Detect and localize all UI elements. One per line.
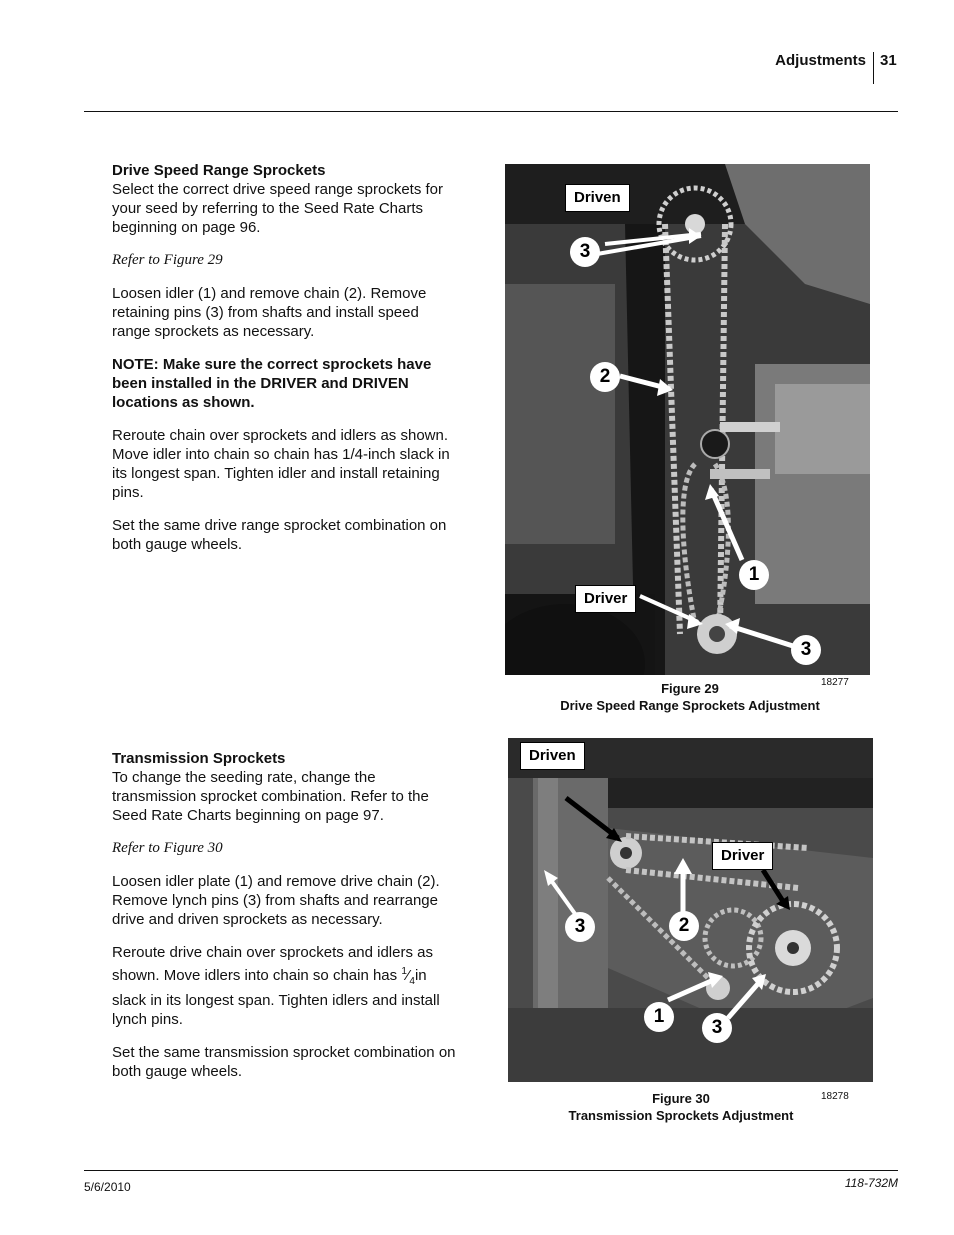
callout-2-chain: 2 <box>590 362 620 392</box>
callout-3-pins: 3 <box>570 237 600 267</box>
paragraph-with-fraction: Reroute drive chain over sprockets and idlers as shown. Move idlers into chain so chain has $^1⁄_4in$ slack in its longest span. Tighten idlers and install lynch pins. <box>112 944 440 1028</box>
paragraph: Loosen idler plate (1) and remove drive chain (2). Remove lynch pins (3) from shafts and rearrange drive and driven sprockets as necessary. <box>112 873 440 928</box>
figure-29-caption <box>505 680 875 714</box>
callout-1-idler: 1 <box>739 560 769 590</box>
header-divider <box>873 52 874 84</box>
callout-3-pins-lower: 3 <box>791 635 821 665</box>
top-rule <box>84 111 898 112</box>
figure-reference: Refer to Figure 30 <box>112 840 223 856</box>
figure-30-drawing <box>508 738 873 1082</box>
figure-30-photo-number: 18278 <box>821 1091 849 1102</box>
driver-label: Driver <box>575 585 636 613</box>
note-paragraph: NOTE: Make sure the correct sprockets have been installed in the DRIVER and DRIVEN locations as shown. <box>112 356 432 411</box>
figure-30-title: Figure 30 <box>652 1091 710 1106</box>
bottom-rule <box>84 1170 898 1171</box>
figure-reference: Refer to Figure 29 <box>112 252 223 268</box>
paragraph: Reroute chain over sprockets and idlers as shown. Move idler into chain so chain has 1/4-inch slack in its longest span. Tighten idler and install retaining pins. <box>112 427 450 501</box>
paragraph: Loosen idler (1) and remove chain (2). Remove retaining pins (3) from shafts and install speed range sprockets as necessary. <box>112 285 427 340</box>
footer-document-number: 118-732M <box>844 1176 898 1190</box>
driven-label: Driven <box>565 184 630 212</box>
section-transmission <box>112 749 457 1095</box>
text-run: in slack in its longest span. Tighten idlers and install lynch pins. <box>112 967 440 1028</box>
figure-29-description: Drive Speed Range Sprockets Adjustment <box>560 698 820 713</box>
callout-3-lynch-pins: 3 <box>565 912 595 942</box>
section-drive-speed <box>112 161 457 568</box>
driven-label: Driven <box>520 742 585 770</box>
paragraph: Set the same transmission sprocket combination on both gauge wheels. <box>112 1044 456 1080</box>
footer-date: 5/6/2010 <box>84 1180 131 1194</box>
fraction-numerator: 1 <box>401 966 407 977</box>
callout-1-idler-plate: 1 <box>644 1002 674 1032</box>
driver-label: Driver <box>712 842 773 870</box>
figure-29-drawing <box>505 164 870 675</box>
callout-2-drive-chain: 2 <box>669 911 699 941</box>
figure-29-title: Figure 29 <box>661 681 719 696</box>
header-page-number: 31 <box>880 52 897 69</box>
figure-30-photo <box>508 738 873 1082</box>
paragraph: Select the correct drive speed range sprockets for your seed by referring to the Seed Rate Charts beginning on page 96. <box>112 181 443 236</box>
paragraph: Set the same drive range sprocket combination on both gauge wheels. <box>112 517 447 553</box>
section-heading: Drive Speed Range Sprockets <box>112 162 326 179</box>
section-heading: Transmission Sprockets <box>112 750 286 767</box>
callout-3-lynch-pins-lower: 3 <box>702 1013 732 1043</box>
paragraph: To change the seeding rate, change the transmission sprocket combination. Refer to the Seed Rate Charts beginning on page 97. <box>112 769 429 824</box>
figure-30-description: Transmission Sprockets Adjustment <box>568 1108 794 1123</box>
header-section-title: Adjustments <box>775 52 866 69</box>
fraction-denominator: 4 <box>409 976 415 987</box>
figure-29-photo-number: 18277 <box>821 677 849 688</box>
figure-30-caption <box>505 1090 857 1124</box>
figure-29-photo <box>505 164 870 675</box>
text-run: Reroute drive chain over sprockets and idlers as shown. Move idlers into chain so chain has <box>112 944 433 984</box>
